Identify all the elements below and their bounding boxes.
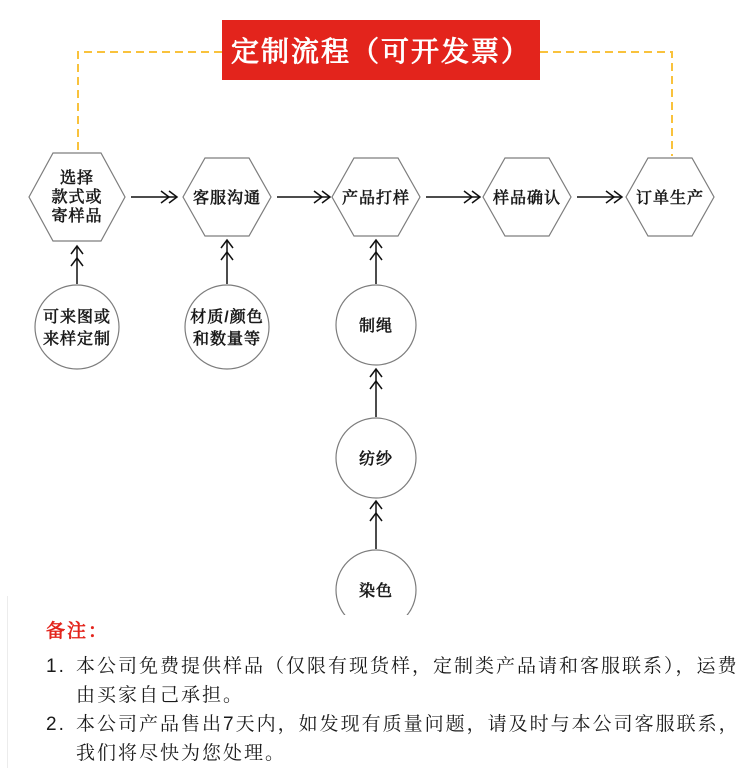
hexagon-label: 款式或 [51,189,103,206]
circle-label: 和数量等 [192,331,262,348]
circle-label: 材质/颜色 [190,309,264,326]
arrow-circle1-hex1 [71,246,83,284]
note-line: 由买家自己承担。 [76,685,245,706]
circle-material-color [185,285,269,369]
arrow-circle3-hex3 [370,240,382,284]
hexagon-label: 样品确认 [492,190,562,207]
arrow-circle2-hex2 [221,240,233,284]
dashed-connector-left [78,52,222,150]
hexagon-label: 产品打样 [341,190,411,207]
note-text [76,652,746,710]
hexagon-label: 寄样品 [51,208,103,225]
circle-label: 来样定制 [42,331,112,348]
arrow-spinning-rope [370,369,382,417]
circle-label: 染色 [358,583,394,600]
note-number: 1. [46,656,66,677]
arrow-hex3-hex4 [426,191,480,203]
circle-label: 制绳 [358,318,394,335]
note-number: 2. [46,714,66,735]
notes-section [46,616,746,768]
dashed-connector-right [540,52,672,156]
note-text [76,710,746,768]
circle-label: 纺纱 [358,451,394,468]
note-line: 本公司免费提供样品（仅限有现货样，定制类产品请和客服联系），运费 [76,656,739,677]
circle-label: 可来图或 [42,309,112,326]
hexagon-label: 客服沟通 [192,190,262,207]
page-edge-line [7,596,8,768]
arrow-hex1-hex2 [131,191,177,203]
note-line: 本公司产品售出7天内，如发现有质量问题，请及时与本公司客服联系， [76,714,740,735]
note-item-1 [46,652,746,710]
arrow-dyeing-spinning [370,501,382,549]
note-line: 我们将尽快为您处理。 [76,743,287,764]
circle-custom-by-image [35,285,119,369]
banner-title-text: 定制流程（可开发票） [230,36,531,67]
arrow-hex2-hex3 [277,191,330,203]
notes-heading: 备注： [46,621,110,642]
hexagon-label: 选择 [59,170,95,187]
note-item-2 [46,710,746,768]
arrow-hex4-hex5 [577,191,622,203]
hexagon-label: 订单生产 [635,190,705,207]
